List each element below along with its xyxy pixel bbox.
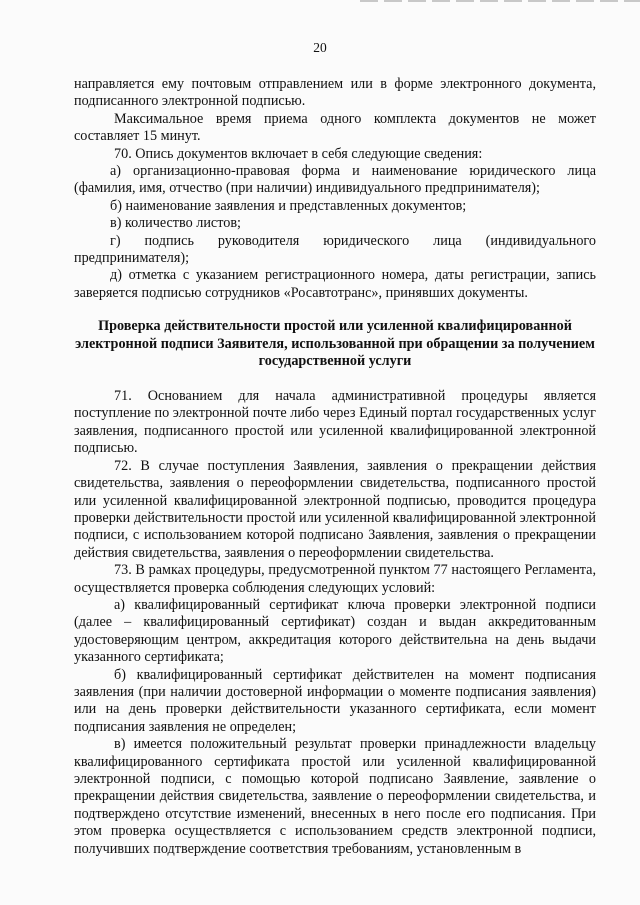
paragraph-71: 71. Основанием для начала административной процедуры является поступление по электронной почте либо через Единый портал государственных услуг заявления, подписанного простой или усиленной квалифицированной электронной подписью. [74, 388, 596, 457]
paragraph-73: 73. В рамках процедуры, предусмотренной пунктом 77 настоящего Регламента, осуществляется проверка соблюдения следующих условий: [74, 562, 596, 596]
paragraph-70b: б) наименование заявления и представленных документов; [110, 197, 467, 214]
paragraph-continuation: направляется ему почтовым отправлением или в форме электронного документа, подписанного электронной подписью. [74, 76, 596, 110]
paragraph-max-time: Максимальное время приема одного комплекта документов не может составляет 15 минут. [74, 110, 596, 145]
paragraph-70d: г) подпись руководителя юридического лица (индивидуального предпринимателя); [74, 232, 596, 267]
paragraph-73a: а) квалифицированный сертификат ключа проверки электронной подписи (далее – квалифицированный сертификат) создан и выдан аккредитованным удостоверяющим центром, аккредитация которого действительна на день выдачи указанного сертификата; [74, 596, 596, 666]
section-heading: Проверка действительности простой или усиленной квалифицированной электронной подписи Заявителя, использованной при обращении за получением государственной услуги [75, 318, 595, 370]
document-body [74, 76, 596, 858]
paragraph-70e: д) отметка с указанием регистрационного номера, даты регистрации, запись заверяется подписью сотрудников «Росавтотранс», принявших документы. [74, 267, 596, 301]
page-number: 20 [313, 40, 327, 55]
paragraph-72: 72. В случае поступления Заявления, заявления о прекращении действия свидетельства, заявления о переоформлении свидетельства, подписанного простой или усиленной квалифицированной электронной подписью, проводится процедура проверки действительности простой или усиленной квалифицированной электронной подписи, с использованием которой подписано Заявления, заявления о прекращении действия свидетельства, заявления о переоформлении свидетельства. [74, 457, 596, 561]
scan-edge [360, 0, 640, 2]
paragraph-70: 70. Опись документов включает в себя следующие сведения: [114, 145, 483, 162]
paragraph-73c: в) имеется положительный результат проверки принадлежности владельцу квалифицированного сертификата простой или усиленной квалифицированной электронной подписи, с помощью которой подписано Заявление, заявление о прекращении действия свидетельства, заявление о переоформлении свидетельства, и подтверждено отсутствие изменений, внесенных в него после его подписания. При этом проверка осуществляется с использованием средств электронной подписи, получивших подтверждение соответствия требованиям, установленным в [74, 736, 596, 857]
paragraph-70c: в) количество листов; [110, 215, 241, 232]
paragraph-70a: а) организационно-правовая форма и наименование юридического лица (фамилия, имя, отчество (при наличии) индивидуального предпринимателя); [74, 163, 596, 197]
paragraph-73b: б) квалифицированный сертификат действителен на момент подписания заявления (при наличии достоверной информации о моменте подписания заявления) или на день проверки действительности указанного сертификата, если момент подписания заявления не определен; [74, 666, 596, 735]
